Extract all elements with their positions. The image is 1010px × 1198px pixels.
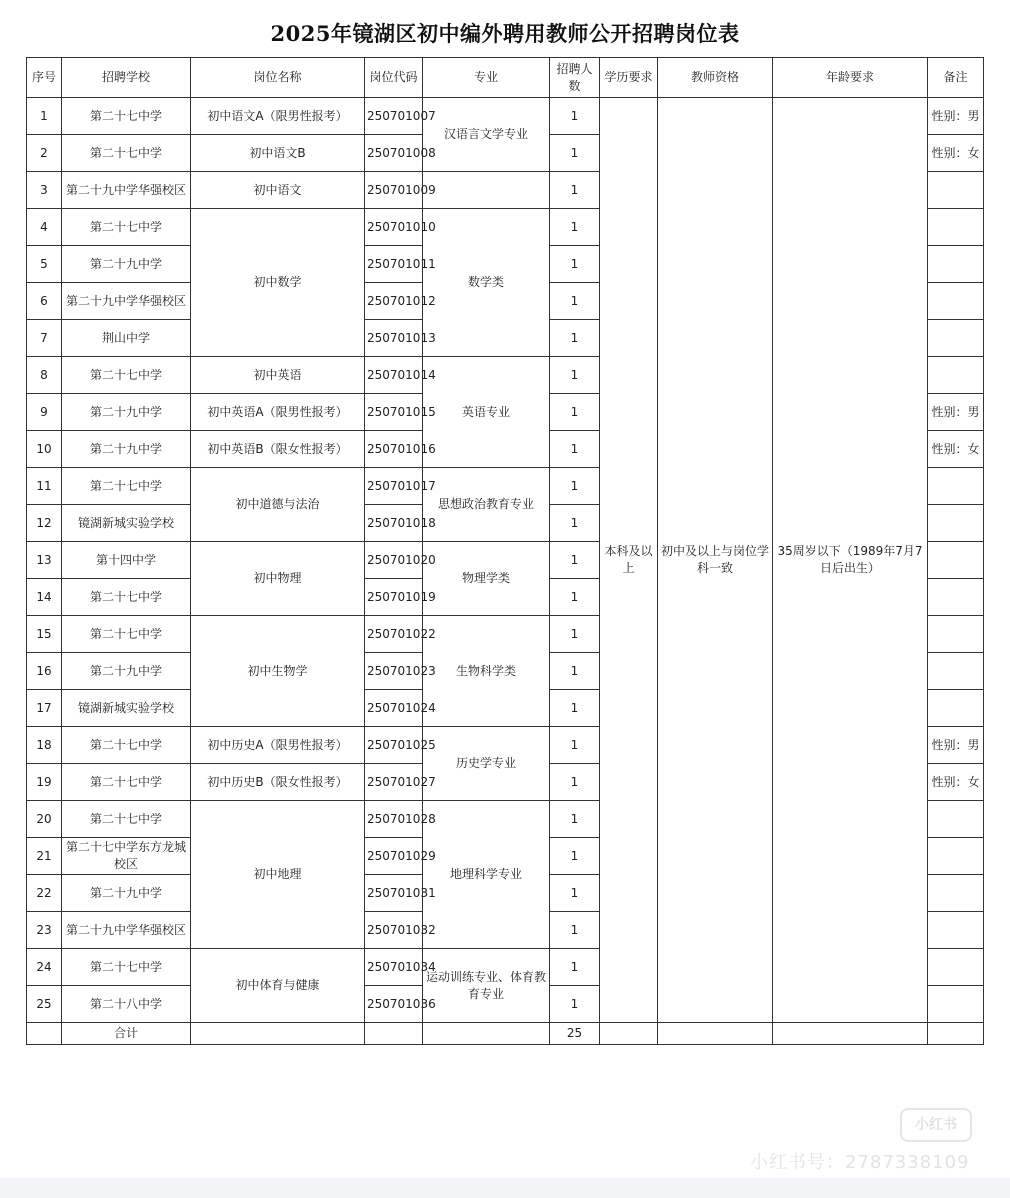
post-cell: 初中体育与健康 [191, 949, 365, 1023]
total-count: 25 [550, 1023, 600, 1045]
school-cell: 第二十七中学东方龙城校区 [62, 838, 191, 875]
school-cell: 第二十七中学 [62, 468, 191, 505]
school-cell: 第二十七中学 [62, 357, 191, 394]
school-cell: 第二十七中学 [62, 579, 191, 616]
age-cell: 35周岁以下（1989年7月7日后出生） [773, 98, 928, 1023]
code-cell: 250701034 [365, 949, 423, 986]
count-cell: 1 [550, 505, 600, 542]
major-cell: 思想政治教育专业 [423, 468, 550, 542]
school-cell: 第二十九中学华强校区 [62, 283, 191, 320]
remark-cell [928, 616, 984, 653]
count-cell: 1 [550, 727, 600, 764]
school-cell: 第二十七中学 [62, 616, 191, 653]
remark-cell [928, 579, 984, 616]
total-row [27, 1023, 984, 1045]
count-cell: 1 [550, 653, 600, 690]
footer-band [0, 1178, 1010, 1198]
seq-cell: 11 [27, 468, 62, 505]
seq-cell: 3 [27, 172, 62, 209]
total-seq-cell [27, 1023, 62, 1045]
code-cell: 250701025 [365, 727, 423, 764]
school-cell: 第二十九中学 [62, 431, 191, 468]
count-cell: 1 [550, 912, 600, 949]
seq-cell: 7 [27, 320, 62, 357]
school-cell: 镜湖新城实验学校 [62, 505, 191, 542]
remark-cell [928, 283, 984, 320]
code-cell: 250701008 [365, 135, 423, 172]
total-remark-cell [928, 1023, 984, 1045]
page-title: 2025年镜湖区初中编外聘用教师公开招聘岗位表 [270, 21, 740, 46]
post-cell: 初中物理 [191, 542, 365, 616]
header-major: 专业 [423, 58, 550, 98]
count-cell: 1 [550, 283, 600, 320]
code-cell: 250701015 [365, 394, 423, 431]
remark-cell [928, 949, 984, 986]
remark-cell [928, 209, 984, 246]
remark-cell [928, 838, 984, 875]
count-cell: 1 [550, 357, 600, 394]
remark-cell [928, 542, 984, 579]
code-cell: 250701013 [365, 320, 423, 357]
major-cell: 物理学类 [423, 542, 550, 616]
school-cell: 第十四中学 [62, 542, 191, 579]
remark-cell [928, 357, 984, 394]
count-cell: 1 [550, 616, 600, 653]
seq-cell: 2 [27, 135, 62, 172]
seq-cell: 24 [27, 949, 62, 986]
post-cell: 初中历史B（限女性报考） [191, 764, 365, 801]
header-remark: 备注 [928, 58, 984, 98]
school-cell: 第二十九中学 [62, 875, 191, 912]
total-age-cell [773, 1023, 928, 1045]
major-cell: 数学类 [423, 209, 550, 357]
remark-cell [928, 246, 984, 283]
count-cell: 1 [550, 875, 600, 912]
code-cell: 250701017 [365, 468, 423, 505]
count-cell: 1 [550, 764, 600, 801]
seq-cell: 22 [27, 875, 62, 912]
school-cell: 第二十七中学 [62, 949, 191, 986]
major-cell: 运动训练专业、体育教育专业 [423, 949, 550, 1023]
total-code-cell [365, 1023, 423, 1045]
remark-cell: 性别：女 [928, 764, 984, 801]
remark-cell [928, 320, 984, 357]
code-cell: 250701010 [365, 209, 423, 246]
edu-cell: 本科及以上 [600, 98, 658, 1023]
remark-cell [928, 172, 984, 209]
code-cell: 250701009 [365, 172, 423, 209]
school-cell: 第二十九中学 [62, 653, 191, 690]
code-cell: 250701016 [365, 431, 423, 468]
seq-cell: 23 [27, 912, 62, 949]
count-cell: 1 [550, 320, 600, 357]
post-cell: 初中数学 [191, 209, 365, 357]
school-cell: 第二十九中学华强校区 [62, 172, 191, 209]
remark-cell [928, 912, 984, 949]
count-cell: 1 [550, 98, 600, 135]
total-post-cell [191, 1023, 365, 1045]
school-cell: 第二十八中学 [62, 986, 191, 1023]
seq-cell: 25 [27, 986, 62, 1023]
post-cell: 初中历史A（限男性报考） [191, 727, 365, 764]
major-cell: 汉语言文学专业 [423, 98, 550, 172]
count-cell: 1 [550, 801, 600, 838]
total-label: 合计 [62, 1023, 191, 1045]
count-cell: 1 [550, 135, 600, 172]
post-cell: 初中英语A（限男性报考） [191, 394, 365, 431]
total-major-cell [423, 1023, 550, 1045]
code-cell: 250701012 [365, 283, 423, 320]
code-cell: 250701024 [365, 690, 423, 727]
count-cell: 1 [550, 209, 600, 246]
post-cell: 初中地理 [191, 801, 365, 949]
school-cell: 第二十七中学 [62, 801, 191, 838]
post-cell: 初中英语 [191, 357, 365, 394]
major-cell: 历史学专业 [423, 727, 550, 801]
code-cell: 250701019 [365, 579, 423, 616]
count-cell: 1 [550, 838, 600, 875]
count-cell: 1 [550, 986, 600, 1023]
school-cell: 第二十七中学 [62, 727, 191, 764]
seq-cell: 14 [27, 579, 62, 616]
school-cell: 第二十九中学 [62, 394, 191, 431]
header-age: 年龄要求 [773, 58, 928, 98]
count-cell: 1 [550, 246, 600, 283]
header-row [27, 58, 984, 98]
seq-cell: 19 [27, 764, 62, 801]
school-cell: 荆山中学 [62, 320, 191, 357]
code-cell: 250701029 [365, 838, 423, 875]
seq-cell: 13 [27, 542, 62, 579]
code-cell: 250701036 [365, 986, 423, 1023]
seq-cell: 16 [27, 653, 62, 690]
seq-cell: 9 [27, 394, 62, 431]
remark-cell: 性别：男 [928, 394, 984, 431]
seq-cell: 10 [27, 431, 62, 468]
header-school: 招聘学校 [62, 58, 191, 98]
count-cell: 1 [550, 394, 600, 431]
school-cell: 第二十七中学 [62, 764, 191, 801]
school-cell: 第二十九中学华强校区 [62, 912, 191, 949]
school-cell: 第二十七中学 [62, 135, 191, 172]
total-qual-cell [658, 1023, 773, 1045]
qual-cell: 初中及以上与岗位学科一致 [658, 98, 773, 1023]
major-cell: 英语专业 [423, 357, 550, 468]
remark-cell [928, 505, 984, 542]
seq-cell: 4 [27, 209, 62, 246]
code-cell: 250701032 [365, 912, 423, 949]
code-cell: 250701027 [365, 764, 423, 801]
remark-cell: 性别：女 [928, 135, 984, 172]
remark-cell [928, 653, 984, 690]
code-cell: 250701014 [365, 357, 423, 394]
seq-cell: 21 [27, 838, 62, 875]
table-row [27, 98, 984, 135]
header-post: 岗位名称 [191, 58, 365, 98]
major-cell [423, 172, 550, 209]
remark-cell [928, 468, 984, 505]
header-count: 招聘人数 [550, 58, 600, 98]
code-cell: 250701007 [365, 98, 423, 135]
post-cell: 初中英语B（限女性报考） [191, 431, 365, 468]
header-edu: 学历要求 [600, 58, 658, 98]
seq-cell: 1 [27, 98, 62, 135]
count-cell: 1 [550, 468, 600, 505]
count-cell: 1 [550, 431, 600, 468]
seq-cell: 15 [27, 616, 62, 653]
watermark-logo: 小红书 [900, 1108, 972, 1142]
remark-cell: 性别：女 [928, 431, 984, 468]
count-cell: 1 [550, 172, 600, 209]
seq-cell: 12 [27, 505, 62, 542]
seq-cell: 5 [27, 246, 62, 283]
major-cell: 生物科学类 [423, 616, 550, 727]
post-cell: 初中生物学 [191, 616, 365, 727]
school-cell: 镜湖新城实验学校 [62, 690, 191, 727]
total-edu-cell [600, 1023, 658, 1045]
post-cell: 初中语文B [191, 135, 365, 172]
post-cell: 初中道德与法治 [191, 468, 365, 542]
header-seq: 序号 [27, 58, 62, 98]
remark-cell [928, 690, 984, 727]
school-cell: 第二十七中学 [62, 209, 191, 246]
code-cell: 250701011 [365, 246, 423, 283]
school-cell: 第二十九中学 [62, 246, 191, 283]
code-cell: 250701022 [365, 616, 423, 653]
seq-cell: 6 [27, 283, 62, 320]
header-qual: 教师资格 [658, 58, 773, 98]
recruitment-table [26, 57, 984, 1045]
code-cell: 250701018 [365, 505, 423, 542]
count-cell: 1 [550, 690, 600, 727]
remark-cell: 性别：男 [928, 727, 984, 764]
major-cell: 地理科学专业 [423, 801, 550, 949]
seq-cell: 17 [27, 690, 62, 727]
code-cell: 250701023 [365, 653, 423, 690]
remark-cell [928, 875, 984, 912]
post-cell: 初中语文 [191, 172, 365, 209]
code-cell: 250701028 [365, 801, 423, 838]
watermark-text: 小红书号：2787338109 [750, 1152, 970, 1173]
code-cell: 250701031 [365, 875, 423, 912]
seq-cell: 8 [27, 357, 62, 394]
seq-cell: 18 [27, 727, 62, 764]
remark-cell: 性别：男 [928, 98, 984, 135]
header-code: 岗位代码 [365, 58, 423, 98]
school-cell: 第二十七中学 [62, 98, 191, 135]
count-cell: 1 [550, 579, 600, 616]
count-cell: 1 [550, 542, 600, 579]
seq-cell: 20 [27, 801, 62, 838]
remark-cell [928, 986, 984, 1023]
remark-cell [928, 801, 984, 838]
count-cell: 1 [550, 949, 600, 986]
code-cell: 250701020 [365, 542, 423, 579]
post-cell: 初中语文A（限男性报考） [191, 98, 365, 135]
